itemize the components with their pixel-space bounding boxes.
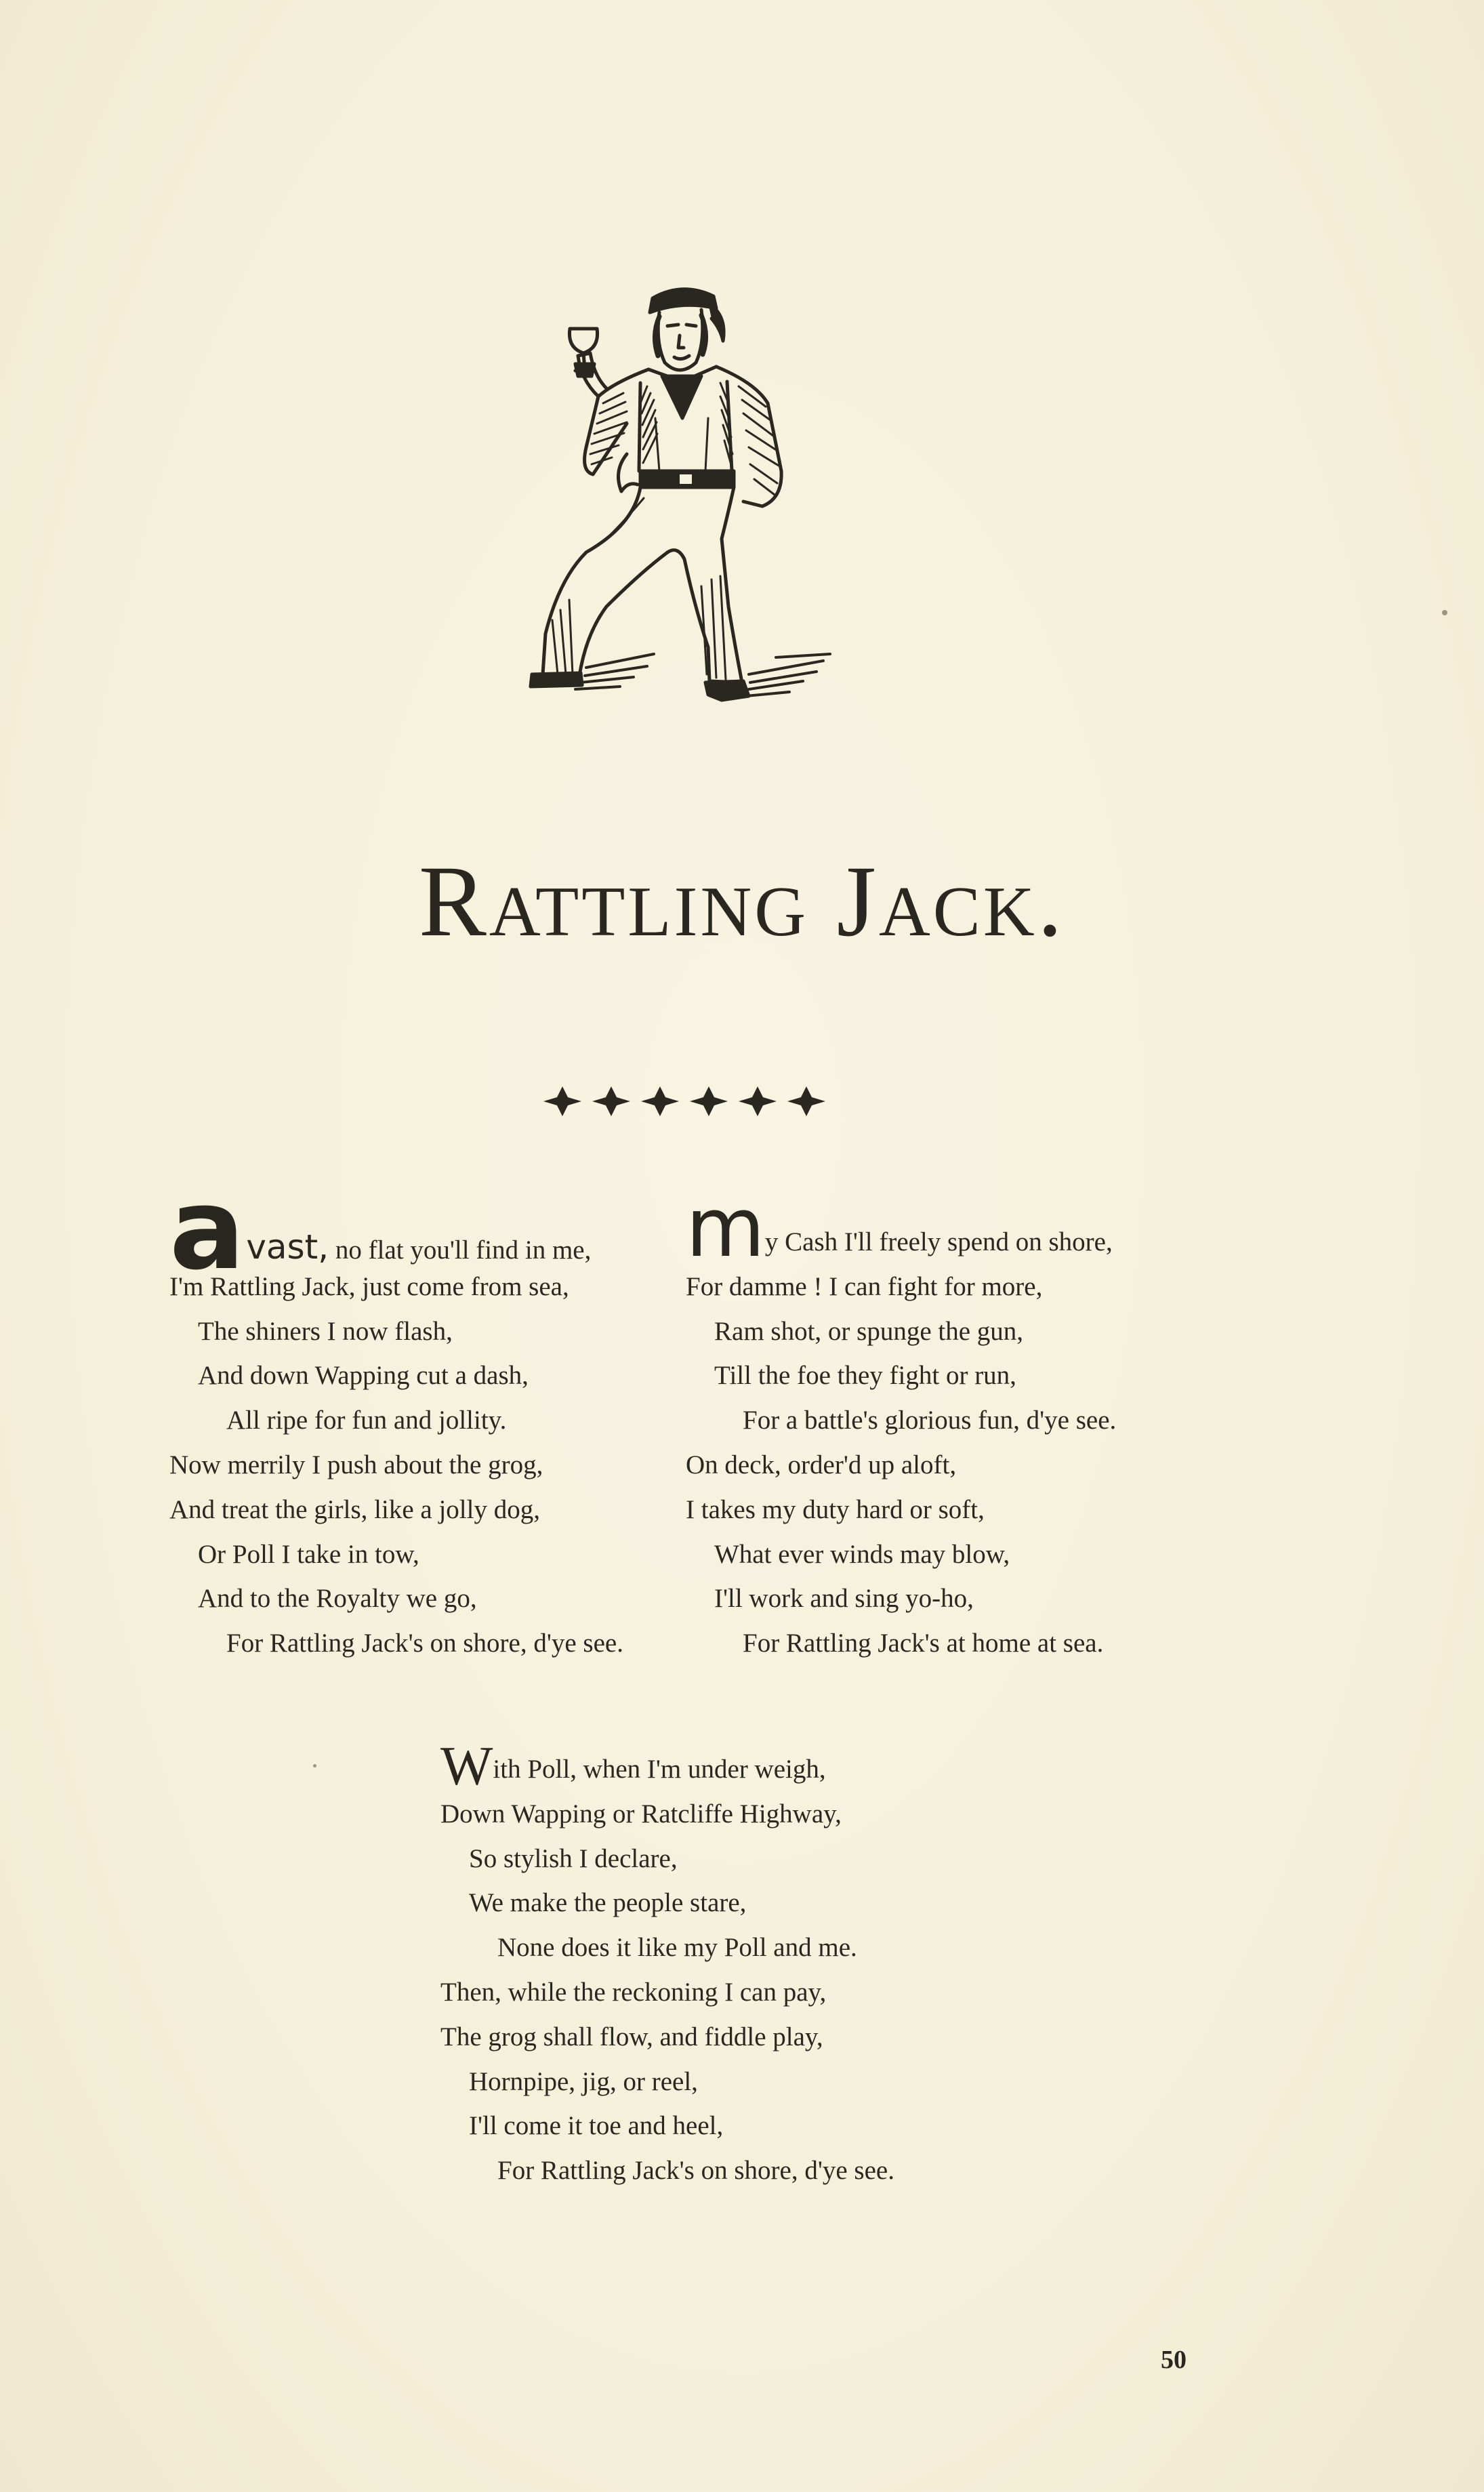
stanza-line	[440, 1735, 894, 1797]
line-text: ith Poll, when I'm under weigh,	[493, 1755, 826, 1784]
stanza-line: I'm Rattling Jack, just come from sea,	[169, 1271, 569, 1301]
stanza-2	[686, 1181, 1117, 1666]
stanza-line: Hornpipe, jig, or reel,	[469, 2066, 698, 2096]
stanza-line: So stylish I declare,	[469, 1843, 678, 1873]
stanza-line: For damme ! I can fight for more,	[686, 1271, 1043, 1301]
stanza-1	[169, 1164, 623, 1666]
stanza-line: I takes my duty hard or soft,	[686, 1494, 985, 1524]
stanza-line: The shiners I now flash,	[198, 1316, 453, 1346]
stanza-line: For a battle's glorious fun, d'ye see.	[743, 1406, 1117, 1435]
stanza-line: All ripe for fun and jollity.	[226, 1406, 507, 1435]
line-text: no flat you'll find in me,	[329, 1235, 592, 1265]
first-word: vast,	[246, 1227, 329, 1267]
ornament-divider	[535, 1081, 833, 1122]
sailor-illustration	[505, 268, 884, 729]
stanza-line: And to the Royalty we go,	[198, 1584, 477, 1614]
stanza-line: And treat the girls, like a jolly dog,	[169, 1494, 540, 1524]
stanza-line: Or Poll I take in tow,	[198, 1539, 419, 1569]
stanza-line: And down Wapping cut a dash,	[198, 1361, 529, 1391]
drop-cap: a	[169, 1164, 245, 1294]
stanza-line: For Rattling Jack's on shore, d'ye see.	[497, 2156, 894, 2186]
stanza-line: Then, while the reckoning I can pay,	[440, 1977, 827, 2007]
stanza-line: None does it like my Poll and me.	[497, 1933, 857, 1963]
drop-cap: m	[686, 1181, 765, 1275]
line-text: y Cash I'll freely spend on shore,	[764, 1227, 1113, 1257]
stanza-line: On deck, order'd up aloft,	[686, 1450, 957, 1479]
stanza-line	[686, 1181, 1116, 1275]
stanza-line: Now merrily I push about the grog,	[169, 1450, 543, 1479]
stanza-line: I'll work and sing yo-ho,	[714, 1584, 974, 1614]
page-title: Rattling Jack.	[418, 845, 1066, 958]
page-number: 50	[1161, 2346, 1187, 2374]
drop-cap: W	[440, 1735, 493, 1797]
stanza-line: Ram shot, or spunge the gun,	[714, 1316, 1024, 1346]
stanza-line: For Rattling Jack's on shore, d'ye see.	[226, 1629, 623, 1658]
stanza-line: Till the foe they fight or run,	[714, 1361, 1016, 1391]
paper-speck	[313, 1764, 316, 1768]
paper-speck	[1442, 610, 1447, 615]
stanza-line: We make the people stare,	[469, 1888, 747, 1918]
stanza-line: The grog shall flow, and fiddle play,	[440, 2022, 823, 2051]
stanza-line: I'll come it toe and heel,	[469, 2111, 724, 2141]
stanza-line: What ever winds may blow,	[714, 1539, 1010, 1569]
stanza-line: Down Wapping or Ratcliffe Highway,	[440, 1799, 842, 1829]
stanza-3	[440, 1735, 894, 2193]
stanza-line: For Rattling Jack's at home at sea.	[743, 1629, 1104, 1658]
